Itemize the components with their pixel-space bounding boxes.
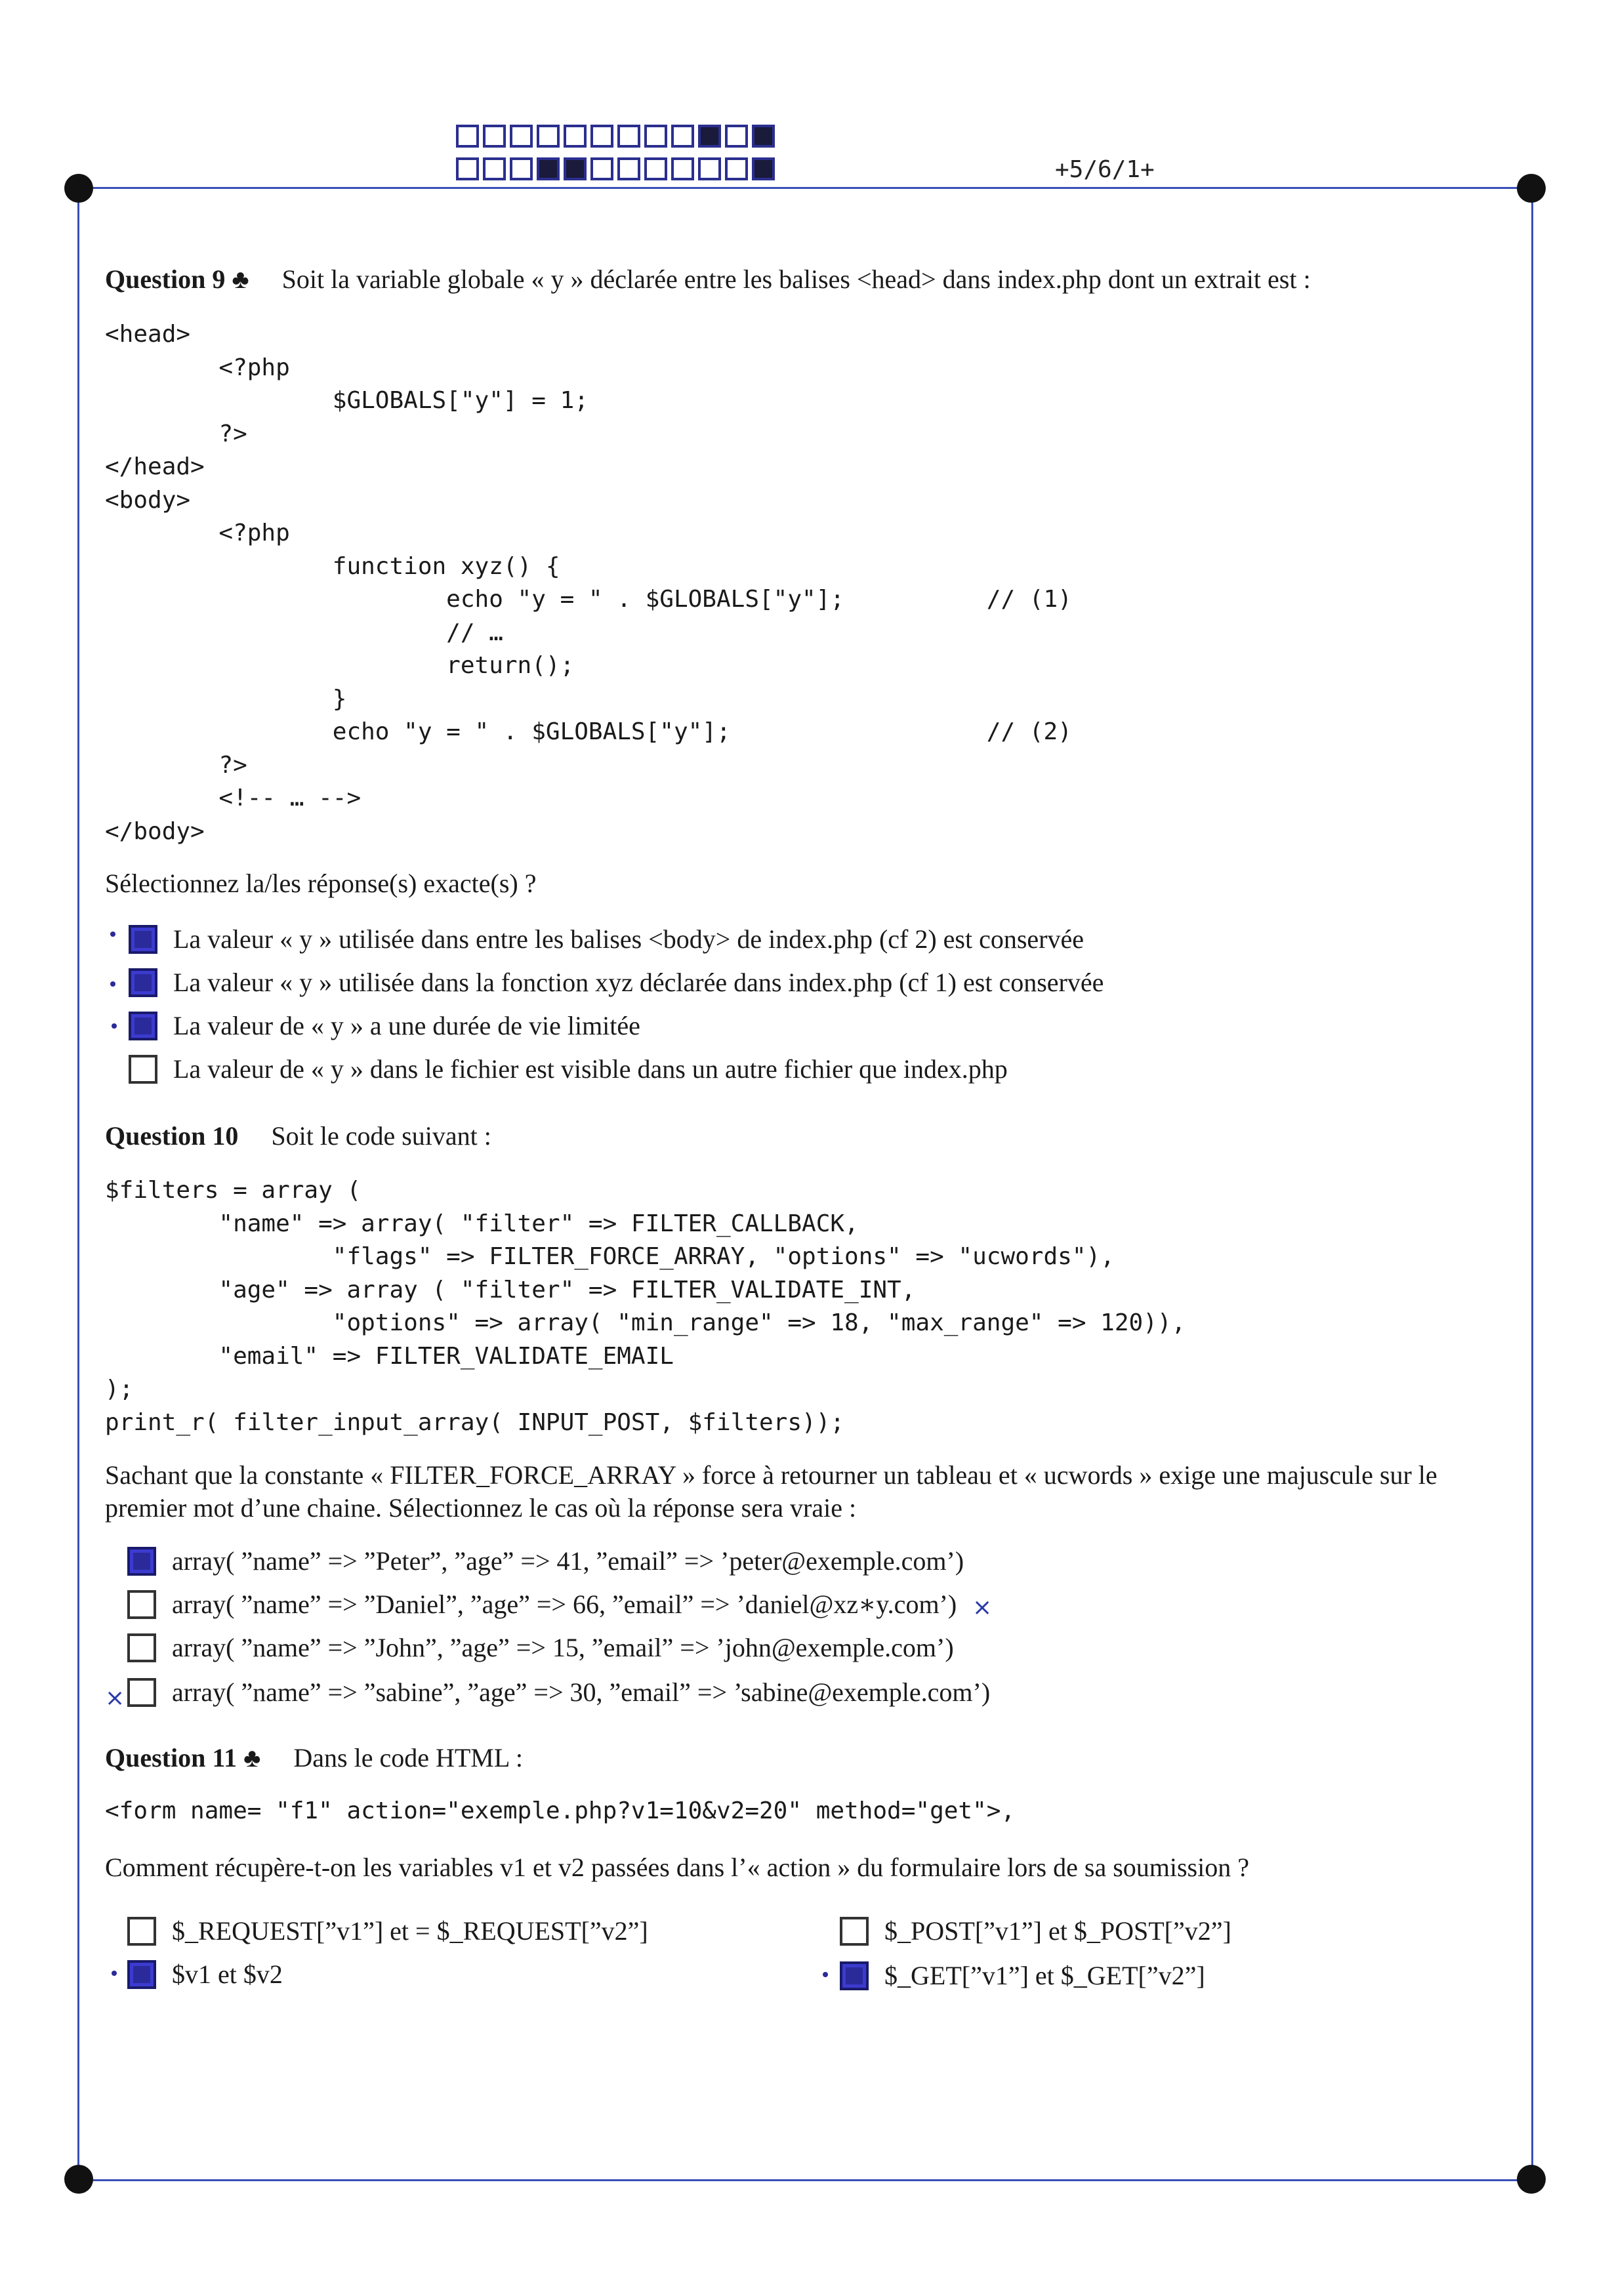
- q11-option-2-label: $_POST[”v1”] et $_POST[”v2”]: [884, 1916, 1231, 1946]
- q11-option-3[interactable]: [127, 1959, 283, 1990]
- q9-title: Question 9 ♣: [105, 264, 249, 294]
- q10-option-1-checkbox[interactable]: [127, 1547, 156, 1576]
- q11-option-4-checkbox[interactable]: [840, 1961, 869, 1990]
- code-line: function xyz() {: [105, 552, 560, 580]
- q10-option-4[interactable]: [127, 1677, 990, 1708]
- q9-option-2-checkbox[interactable]: [129, 968, 157, 997]
- id-box[interactable]: [483, 157, 506, 180]
- id-box[interactable]: [644, 125, 667, 148]
- q9-option-1-checkbox[interactable]: [129, 925, 157, 954]
- q11-option-3-checkbox[interactable]: [127, 1960, 156, 1989]
- corner-mark-top-left: [64, 174, 93, 203]
- code-line: $filters = array (: [105, 1177, 362, 1204]
- q9-option-4-label: La valeur de « y » dans le fichier est visible dans un autre fichier que index.php: [173, 1054, 1008, 1084]
- page-id: +5/6/1+: [1055, 156, 1155, 183]
- q11-header: [105, 1742, 523, 1773]
- q10-option-4-label: array( ”name” => ”sabine”, ”age” => 30, ”email” => ’sabine@exemple.com’): [172, 1677, 991, 1707]
- code-line: <?php: [105, 354, 290, 381]
- id-box[interactable]: [698, 157, 721, 180]
- q10-option-3-label: array( ”name” => ”John”, ”age” => 15, ”email” => ’john@exemple.com’): [172, 1633, 954, 1662]
- code-line: "age" => array ( "filter" => FILTER_VALIDATE_INT,: [105, 1276, 916, 1303]
- pen-dot: [110, 981, 115, 987]
- q11-text: Dans le code HTML :: [293, 1743, 523, 1773]
- q9-option-1-label: La valeur « y » utilisée dans entre les balises <body> de index.php (cf 2) est conservée: [173, 924, 1085, 954]
- q10-option-2[interactable]: [127, 1589, 957, 1620]
- code-line: "flags" => FILTER_FORCE_ARRAY, "options" => "ucwords"),: [105, 1243, 1115, 1270]
- id-box[interactable]: [483, 125, 506, 148]
- id-box[interactable]: [510, 125, 533, 148]
- id-box[interactable]: [564, 157, 587, 180]
- q11-option-3-label: $v1 et $v2: [172, 1959, 283, 1989]
- code-line: ?>: [105, 751, 247, 779]
- q9-prompt: Sélectionnez la/les réponse(s) exacte(s) ?: [105, 869, 537, 898]
- id-box[interactable]: [617, 125, 640, 148]
- q9-option-2[interactable]: [129, 967, 1104, 998]
- code-line: <head>: [105, 321, 191, 348]
- q10-option-3-checkbox[interactable]: [127, 1633, 156, 1662]
- frame-bottom: [85, 2179, 1532, 2181]
- q10-code-block: [105, 1174, 1186, 1439]
- q10-option-2-checkbox[interactable]: [127, 1590, 156, 1619]
- id-box[interactable]: [725, 125, 748, 148]
- code-line: </head>: [105, 453, 205, 480]
- q10-title: Question 10: [105, 1121, 239, 1151]
- pen-dot: [112, 1023, 117, 1029]
- id-box[interactable]: [698, 125, 721, 148]
- corner-mark-top-right: [1517, 174, 1546, 203]
- id-box[interactable]: [752, 125, 775, 148]
- code-line: // …: [105, 619, 503, 646]
- q11-title: Question 11 ♣: [105, 1743, 261, 1773]
- q11-option-1-checkbox[interactable]: [127, 1917, 156, 1946]
- id-box[interactable]: [671, 157, 694, 180]
- id-box[interactable]: [590, 157, 613, 180]
- q11-option-2[interactable]: [840, 1916, 1231, 1946]
- code-line: $GLOBALS["y"] = 1;: [105, 387, 589, 414]
- code-line: <?php: [105, 520, 290, 546]
- code-line: print_r( filter_input_array( INPUT_POST, $filters));: [105, 1408, 845, 1436]
- code-line: );: [105, 1376, 134, 1403]
- q9-option-4[interactable]: [129, 1054, 1008, 1084]
- q10-option-3[interactable]: [127, 1632, 954, 1663]
- q10-option-4-checkbox[interactable]: [127, 1678, 156, 1707]
- pen-dot: [112, 1971, 117, 1976]
- code-line: <!-- … -->: [105, 785, 362, 811]
- q9-option-1[interactable]: [129, 924, 1084, 954]
- q9-option-2-label: La valeur « y » utilisée dans la fonction xyz déclarée dans index.php (cf 1) est conservée: [173, 968, 1104, 997]
- code-line: "name" => array( "filter" => FILTER_CALLBACK,: [105, 1210, 859, 1237]
- q10-text: Soit le code suivant :: [271, 1121, 491, 1151]
- q9-option-3-checkbox[interactable]: [129, 1012, 157, 1040]
- q9-option-3[interactable]: [129, 1010, 640, 1041]
- id-box[interactable]: [725, 157, 748, 180]
- q10-option-2-label: array( ”name” => ”Daniel”, ”age” => 66, ”email” => ’daniel@xz∗y.com’): [172, 1589, 957, 1619]
- q11-option-4[interactable]: [840, 1960, 1205, 1991]
- pen-dot: [110, 932, 115, 937]
- code-line: }: [105, 685, 347, 712]
- code-line: echo "y = " . $GLOBALS["y"]; // (2): [105, 718, 1072, 745]
- id-box[interactable]: [564, 125, 587, 148]
- id-box[interactable]: [537, 125, 560, 148]
- q11-option-2-checkbox[interactable]: [840, 1917, 869, 1946]
- code-line: return();: [105, 652, 575, 679]
- q11-prompt: Comment récupère-t-on les variables v1 et v2 passées dans l’« action » du formulaire lors de sa soumission ?: [105, 1853, 1249, 1882]
- id-box[interactable]: [617, 157, 640, 180]
- q10-option-1[interactable]: [127, 1546, 964, 1576]
- q10-prompt-line-1: Sachant que la constante « FILTER_FORCE_ARRAY » force à retourner un tableau et « ucwords » exige une majuscule sur le: [105, 1460, 1437, 1490]
- q9-code-block: [105, 318, 1072, 848]
- q9-option-4-checkbox[interactable]: [129, 1055, 157, 1084]
- code-line: "options" => array( "min_range" => 18, "max_range" => 120)),: [105, 1309, 1186, 1336]
- q9-option-3-label: La valeur de « y » a une durée de vie limitée: [173, 1011, 640, 1040]
- q10-header: [105, 1120, 491, 1151]
- code-line: </body>: [105, 817, 205, 845]
- q11-code: <form name= "f1" action="exemple.php?v1=10&v2=20" method="get">,: [105, 1797, 1016, 1824]
- q10-option-1-label: array( ”name” => ”Peter”, ”age” => 41, ”email” => ’peter@exemple.com’): [172, 1546, 964, 1576]
- id-box[interactable]: [590, 125, 613, 148]
- id-box[interactable]: [752, 157, 775, 180]
- code-line: ?>: [105, 420, 247, 447]
- frame-top: [85, 187, 1532, 189]
- corner-mark-bottom-left: [64, 2165, 93, 2194]
- corner-mark-bottom-right: [1517, 2165, 1546, 2194]
- frame-left: [77, 187, 79, 2181]
- id-box[interactable]: [456, 125, 479, 148]
- q11-option-4-label: $_GET[”v1”] et $_GET[”v2”]: [884, 1961, 1205, 1990]
- id-box[interactable]: [456, 157, 479, 180]
- q11-option-1[interactable]: [127, 1916, 648, 1946]
- id-box[interactable]: [510, 157, 533, 180]
- q10-prompt-line-2: premier mot d’une chaine. Sélectionnez le cas où la réponse sera vraie :: [105, 1493, 857, 1523]
- code-line: <body>: [105, 486, 191, 514]
- pen-cross-mark: ×: [105, 1685, 125, 1712]
- code-line: "email" => FILTER_VALIDATE_EMAIL: [105, 1342, 674, 1370]
- q11-option-1-label: $_REQUEST[”v1”] et = $_REQUEST[”v2”]: [172, 1916, 648, 1946]
- q9-text: Soit la variable globale « y » déclarée entre les balises <head> dans index.php dont un extrait est :: [281, 264, 1311, 294]
- q9-header: [105, 264, 1311, 295]
- id-box[interactable]: [644, 157, 667, 180]
- pen-dot: [823, 1972, 828, 1977]
- frame-right: [1531, 187, 1533, 2181]
- student-id-row-2: [456, 157, 779, 180]
- code-line: echo "y = " . $GLOBALS["y"]; // (1): [105, 586, 1072, 613]
- pen-cross-mark: ×: [972, 1594, 993, 1621]
- id-box[interactable]: [671, 125, 694, 148]
- student-id-row-1: [456, 125, 779, 148]
- id-box[interactable]: [537, 157, 560, 180]
